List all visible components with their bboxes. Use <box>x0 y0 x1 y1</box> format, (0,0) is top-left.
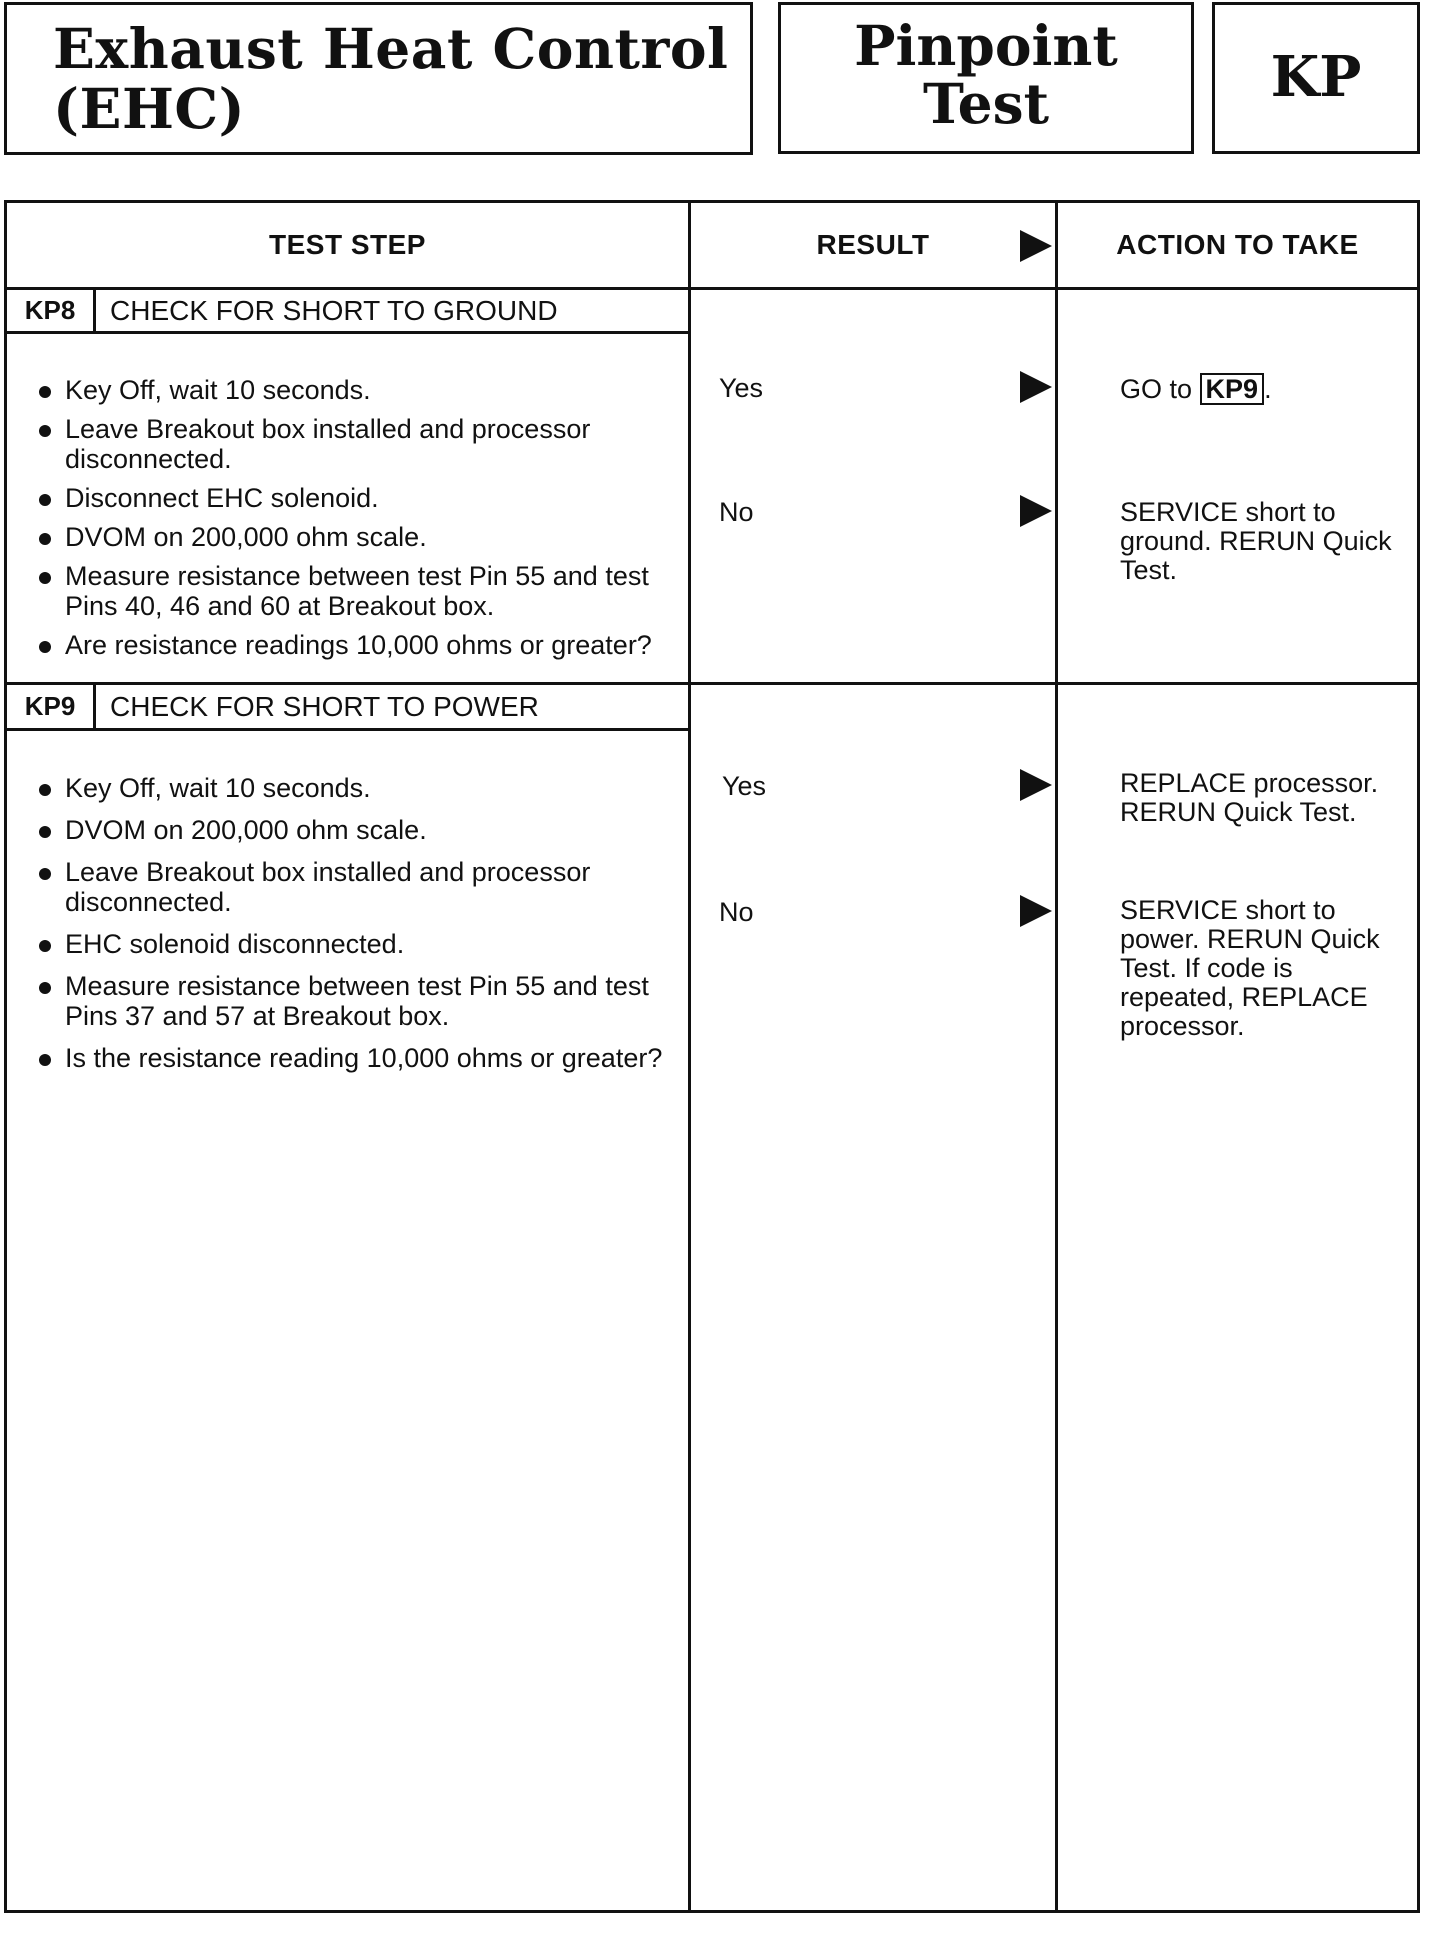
header-test-step: TEST STEP <box>269 229 426 260</box>
action-prefix: GO to <box>1120 374 1193 404</box>
arrow-icon <box>1020 495 1052 527</box>
list-item: Are resistance readings 10,000 ohms or greater? <box>33 630 683 660</box>
step-id: KP8 <box>24 295 76 325</box>
list-item: Leave Breakout box installed and processor disconnected. <box>33 857 673 917</box>
result-yes: Yes <box>719 373 764 403</box>
column-divider <box>688 203 691 1910</box>
title-box <box>4 2 753 155</box>
step-title-divider <box>7 331 688 334</box>
section-label <box>781 13 1191 136</box>
list-item: EHC solenoid disconnected. <box>33 929 673 959</box>
list-item: DVOM on 200,000 ohm scale. <box>33 815 673 845</box>
code-box <box>1212 2 1420 154</box>
result-no: No <box>719 497 754 527</box>
list-item: Key Off, wait 10 seconds. <box>33 375 683 405</box>
pinpoint-table <box>4 200 1420 1913</box>
list-item: Leave Breakout box installed and processor disconnected. <box>33 414 683 474</box>
step-reference: KP9 <box>1200 373 1265 405</box>
action-text: SERVICE short to ground. RERUN Quick Test. <box>1120 497 1392 585</box>
arrow-icon <box>1020 230 1052 262</box>
test-code: KP <box>1270 44 1362 110</box>
page-title <box>53 16 729 141</box>
step-id: KP9 <box>24 691 76 721</box>
step-id-divider <box>93 685 96 728</box>
list-item: DVOM on 200,000 ohm scale. <box>33 522 683 552</box>
step-id-divider <box>93 290 96 331</box>
arrow-icon <box>1020 895 1052 927</box>
list-item: Measure resistance between test Pin 55 and test Pins 37 and 57 at Breakout box. <box>33 971 673 1031</box>
action-text: SERVICE short to power. RERUN Quick Test. If code is repeated, REPLACE processor. <box>1120 895 1380 1041</box>
action-suffix: . <box>1264 374 1272 404</box>
section-box <box>778 2 1194 154</box>
action-text: REPLACE processor. RERUN Quick Test. <box>1120 768 1379 827</box>
step-instructions <box>33 375 683 669</box>
arrow-icon <box>1020 769 1052 801</box>
step-title: CHECK FOR SHORT TO GROUND <box>110 294 558 326</box>
section-line-2: Test <box>923 71 1049 136</box>
list-item: Is the resistance reading 10,000 ohms or greater? <box>33 1043 673 1073</box>
step-title: CHECK FOR SHORT TO POWER <box>110 690 539 722</box>
action-goto <box>1120 373 1420 405</box>
result-no: No <box>719 897 754 927</box>
arrow-icon <box>1020 371 1052 403</box>
step-title-divider <box>7 728 688 731</box>
list-item: Disconnect EHC solenoid. <box>33 483 683 513</box>
list-item: Key Off, wait 10 seconds. <box>33 773 673 803</box>
header-result: RESULT <box>816 229 930 260</box>
header-action: ACTION TO TAKE <box>1116 229 1359 260</box>
result-yes: Yes <box>722 771 767 801</box>
title-line-2: (EHC) <box>53 76 246 141</box>
list-item: Measure resistance between test Pin 55 and test Pins 40, 46 and 60 at Breakout box. <box>33 561 683 621</box>
section-line-1: Pinpoint <box>854 13 1118 78</box>
column-divider <box>1055 203 1058 1910</box>
title-line-1: Exhaust Heat Control <box>53 16 729 81</box>
step-instructions <box>33 773 673 1082</box>
